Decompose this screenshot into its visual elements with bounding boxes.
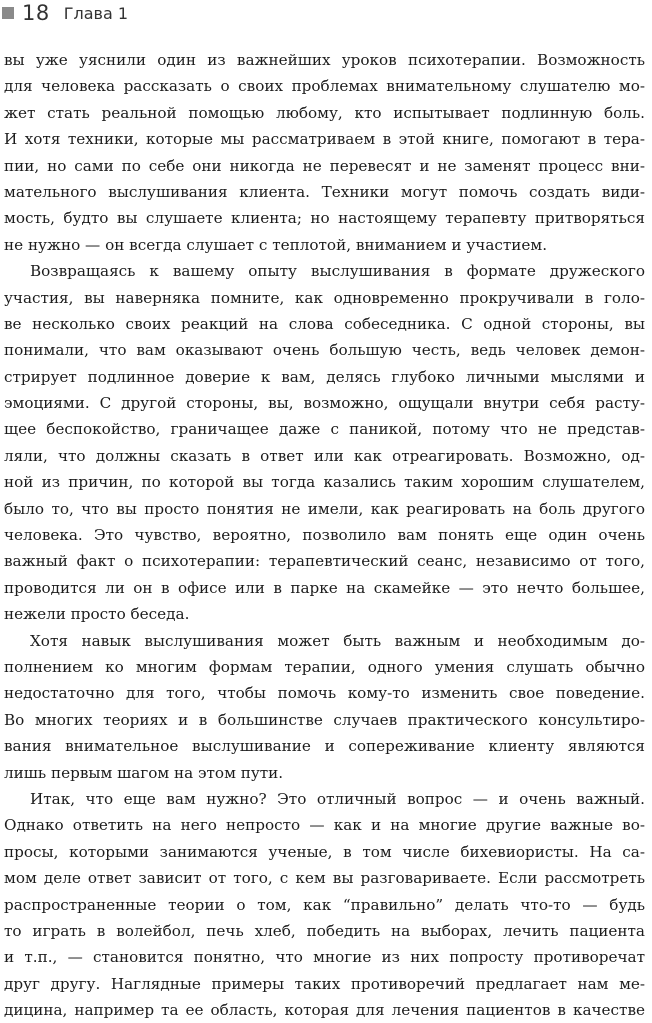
text-line: ляли, что должны сказать в ответ или как отреагировать. Возможно, од- — [4, 446, 645, 465]
text-line: эмоциями. С другой стороны, вы, возможно, ощущали внутри себя расту- — [4, 394, 645, 413]
text-line: друг другу. Наглядные примеры таких противоречий предлагает нам ме- — [4, 974, 645, 993]
paragraph — [4, 628, 645, 786]
text-line: нежели просто беседа. — [4, 605, 190, 624]
text-line: и т.п., — становится понятно, что многие из них попросту противоречат — [4, 948, 645, 967]
text-line: для человека рассказать о своих проблемах внимательному слушателю мо- — [4, 77, 645, 96]
text-line: участия, вы наверняка помните, как одновременно прокручивали в голо- — [4, 288, 645, 307]
text-line: ной из причин, по которой вы тогда казались таким хорошим слушателем, — [4, 473, 645, 492]
running-header — [2, 0, 128, 26]
paragraph — [4, 47, 645, 258]
paragraph — [4, 786, 645, 1023]
text-line: Хотя навык выслушивания может быть важным и необходимым до- — [30, 631, 645, 650]
text-line: ве несколько своих реакций на слова собеседника. С одной стороны, вы — [4, 314, 645, 333]
text-line: стрирует подлинное доверие к вам, делясь глубоко личными мыслями и — [4, 367, 645, 386]
text-line: Итак, что еще вам нужно? Это отличный вопрос — и очень важный. — [30, 789, 645, 808]
text-line: мость, будто вы слушаете клиента; но настоящему терапевту притворяться — [4, 209, 645, 228]
text-line: дицина, например та ее область, которая для лечения пациентов в качестве — [4, 1001, 645, 1020]
page-marker-square — [2, 7, 14, 19]
text-line: не нужно — он всегда слушает с теплотой, вниманием и участием. — [4, 235, 548, 254]
text-line: лишь первым шагом на этом пути. — [4, 763, 284, 782]
text-line: пии, но сами по себе они никогда не перевесят и не заменят процесс вни- — [4, 156, 645, 175]
text-line: понимали, что вам оказывают очень большую честь, ведь человек демон- — [4, 341, 645, 360]
chapter-title: Глава 1 — [63, 3, 129, 23]
text-line: проводится ли он в офисе или в парке на скамейке — это нечто большее, — [4, 578, 645, 597]
text-line: мательного выслушивания клиента. Техники могут помочь создать види- — [4, 182, 645, 201]
text-line: Во многих теориях и в большинстве случаев практического консультиро- — [4, 710, 645, 729]
text-line: щее беспокойство, граничащее даже с паникой, потому что не представ- — [4, 420, 645, 439]
text-line: то играть в волейбол, печь хлеб, победить на выборах, лечить пациента — [4, 921, 645, 940]
text-line: Однако ответить на него непросто — как и на многие другие важные во- — [4, 816, 645, 835]
body-text — [4, 47, 645, 1023]
text-line: жет стать реальной помощью любому, кто испытывает подлинную боль. — [4, 103, 645, 122]
text-line: человека. Это чувство, вероятно, позволило вам понять еще один очень — [4, 526, 645, 545]
text-line: И хотя техники, которые мы рассматриваем в этой книге, помогают в тера- — [4, 130, 645, 149]
text-line: вания внимательное выслушивание и сопереживание клиенту являются — [4, 737, 645, 756]
text-line: вы уже уяснили один из важнейших уроков психотерапии. Возможность — [4, 51, 645, 69]
text-line: полнением ко многим формам терапии, одного умения слушать обычно — [4, 657, 645, 676]
text-line: важный факт о психотерапии: терапевтический сеанс, независимо от того, — [4, 552, 645, 571]
text-line: просы, которыми занимаются ученые, в том числе бихевиористы. На са- — [4, 842, 645, 861]
page-number: 18 — [22, 1, 50, 25]
text-line: Возвращаясь к вашему опыту выслушивания в формате дружеского — [30, 262, 645, 281]
text-line: было то, что вы просто понятия не имели, как реагировать на боль другого — [4, 499, 645, 518]
text-line: недостаточно для того, чтобы помочь кому-то изменить свое поведение. — [4, 684, 645, 703]
text-line: мом деле ответ зависит от того, с кем вы разговариваете. Если рассмотреть — [4, 869, 645, 888]
text-line: распространенные теории о том, как “правильно” делать что-то — будь — [4, 895, 645, 914]
paragraph — [4, 258, 645, 627]
